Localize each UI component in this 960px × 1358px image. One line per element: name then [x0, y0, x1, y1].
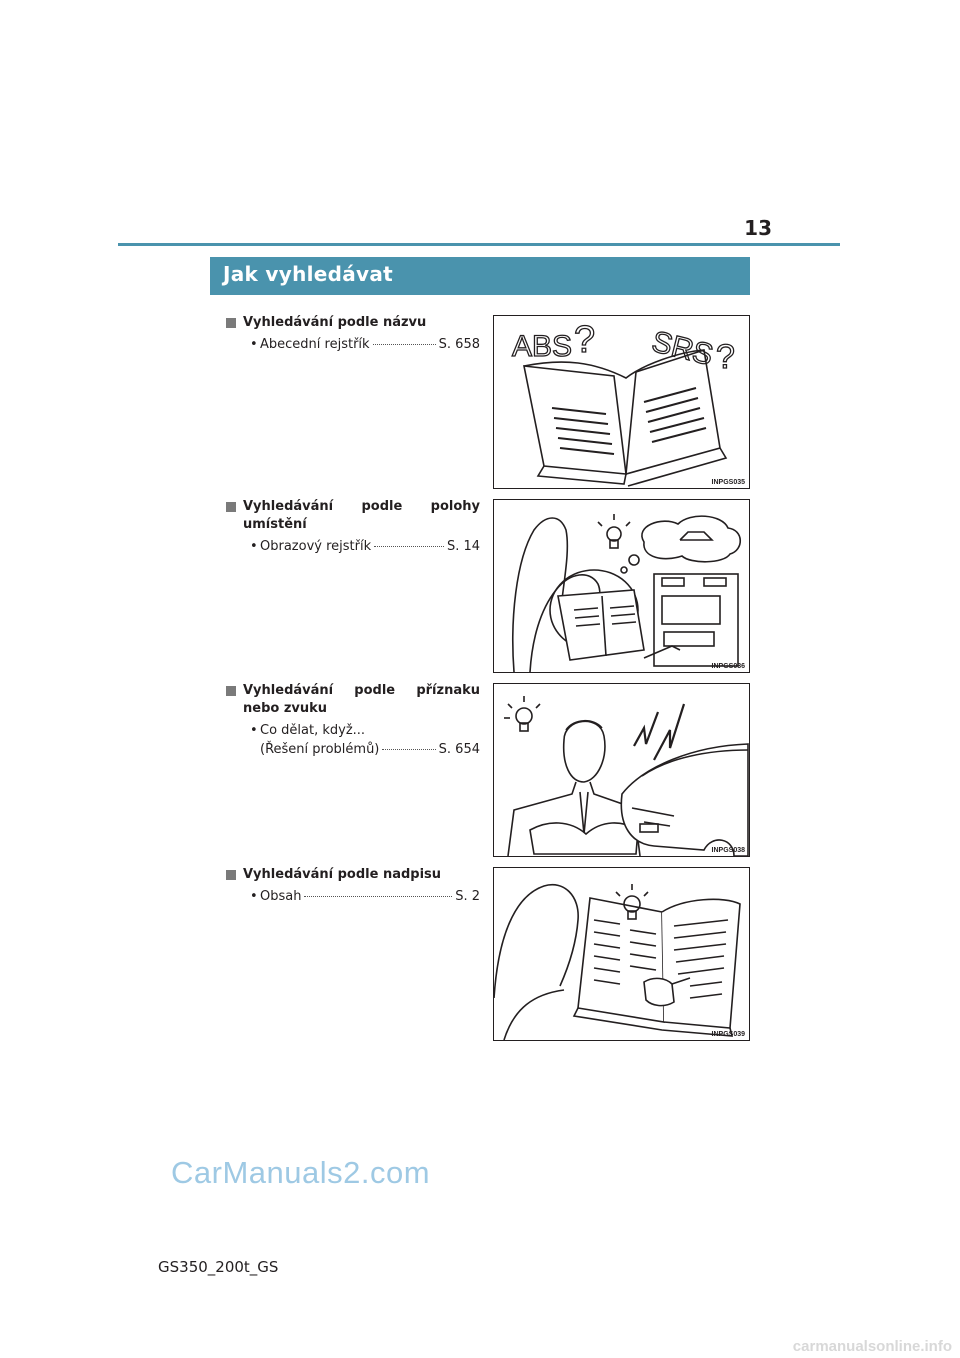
- leader-dots: [374, 546, 444, 547]
- dot-bullet-icon: •: [250, 539, 258, 554]
- header-rule: [118, 243, 840, 246]
- reference-page[interactable]: S. 14: [446, 539, 480, 554]
- reference-label: Co dělat, když...: [260, 723, 366, 738]
- reference-label-secondary: (Řešení problémů): [260, 742, 380, 757]
- footer-model-code: GS350_200t_GS: [158, 1258, 279, 1276]
- reference-page[interactable]: S. 2: [455, 889, 480, 904]
- illustration-code: INPGS039: [711, 1031, 745, 1038]
- section-title: Jak vyhledávat: [223, 262, 394, 286]
- open-manual-abs-srs-icon: [494, 316, 749, 488]
- driver-reading-manual-icon: [494, 500, 749, 672]
- dot-bullet-icon: •: [250, 889, 258, 904]
- svg-text:?: ?: [716, 338, 735, 376]
- illustration-code: INPGS036: [711, 663, 745, 670]
- square-bullet-icon: [226, 502, 236, 512]
- square-bullet-icon: [226, 686, 236, 696]
- reference-label: Obrazový rejstřík: [260, 539, 372, 554]
- svg-text:SRS: SRS: [648, 325, 717, 373]
- watermark-logo: CarManuals2.com: [171, 1155, 431, 1190]
- search-entry-by-name: [226, 314, 480, 354]
- leader-dots: [304, 896, 452, 897]
- entry-reference[interactable]: [250, 335, 480, 354]
- reference-page[interactable]: S. 658: [438, 337, 480, 352]
- illustration-code: INPGS035: [711, 479, 745, 486]
- entry-title: Vyhledávání podle příznaku nebo zvuku: [226, 682, 480, 718]
- entry-title: Vyhledávání podle nadpisu: [226, 866, 480, 884]
- page-number: 13: [744, 216, 772, 240]
- illustration-reader-contents: [493, 867, 750, 1041]
- entry-reference[interactable]: [250, 537, 480, 556]
- search-entry-by-heading: [226, 866, 480, 906]
- illustration-driver-dashboard: [493, 499, 750, 673]
- illustration-open-manual: [493, 315, 750, 489]
- leader-dots: [373, 344, 436, 345]
- illustration-man-and-car: [493, 683, 750, 857]
- square-bullet-icon: [226, 318, 236, 328]
- reference-label: Abecední rejstřík: [260, 337, 370, 352]
- search-entry-by-symptom: [226, 682, 480, 759]
- svg-text:ABS: ABS: [512, 330, 573, 363]
- entry-reference[interactable]: [250, 887, 480, 906]
- man-with-manual-car-noise-icon: [494, 684, 749, 856]
- search-entry-by-location: [226, 498, 480, 556]
- svg-text:?: ?: [574, 319, 596, 361]
- reference-page[interactable]: S. 654: [438, 742, 480, 757]
- reader-pointing-at-contents-icon: [494, 868, 749, 1040]
- section-header: [210, 257, 750, 295]
- entry-title: Vyhledávání podle názvu: [226, 314, 480, 332]
- dot-bullet-icon: •: [250, 337, 258, 352]
- footer-site: carmanualsonline.info: [792, 1338, 952, 1355]
- reference-label: Obsah: [260, 889, 302, 904]
- leader-dots: [382, 749, 435, 750]
- entry-reference[interactable]: [250, 721, 480, 759]
- entry-title: Vyhledávání podle polohy umístění: [226, 498, 480, 534]
- square-bullet-icon: [226, 870, 236, 880]
- dot-bullet-icon: •: [250, 723, 258, 738]
- illustration-code: INPGS038: [711, 847, 745, 854]
